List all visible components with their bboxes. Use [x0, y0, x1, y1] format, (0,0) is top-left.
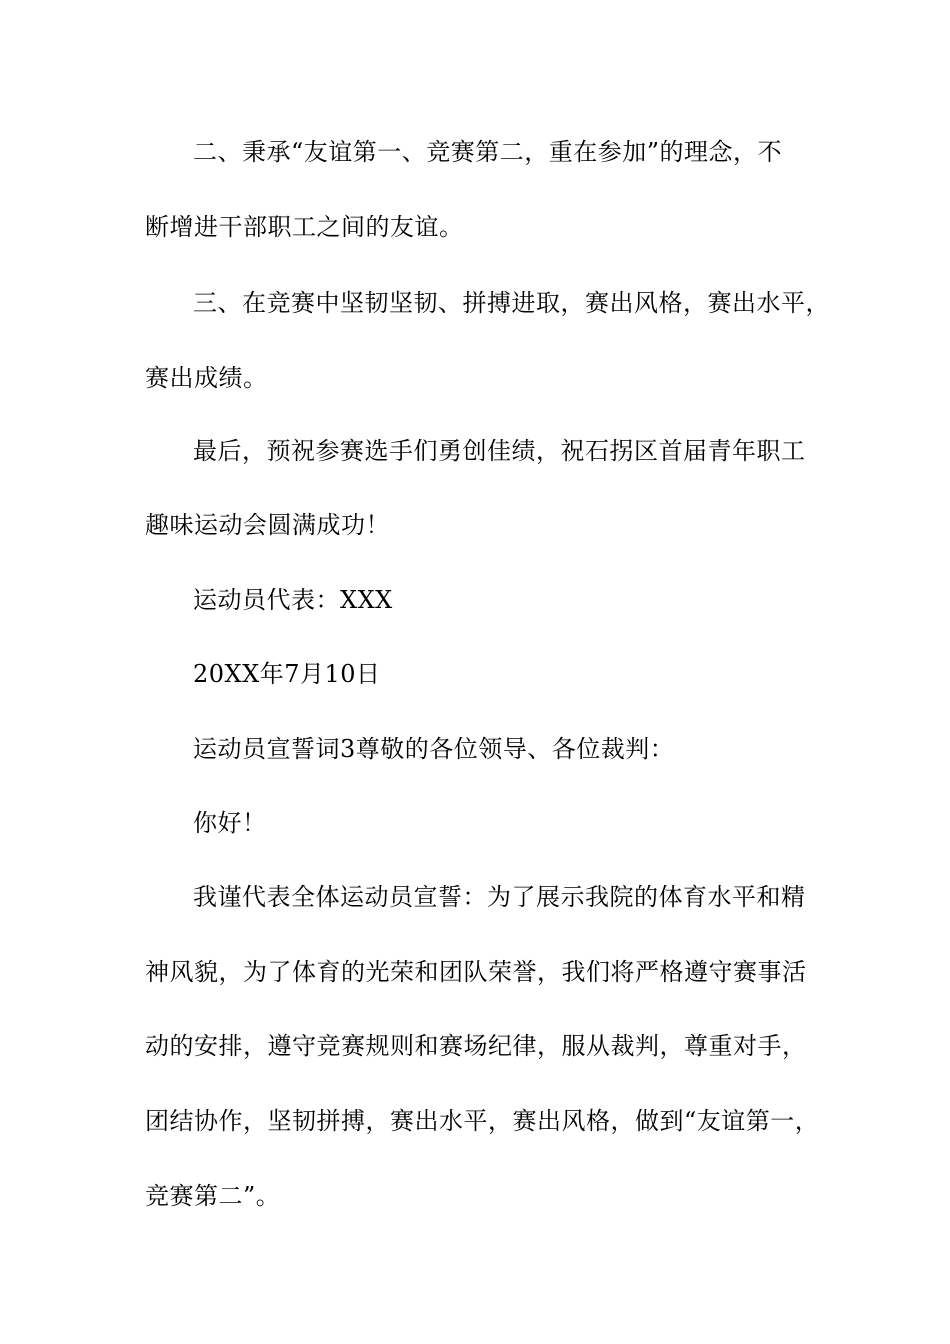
- text-line: 我谨代表全体运动员宣誓：为了展示我院的体育水平和精: [193, 883, 806, 911]
- text-line: 竞赛第二”。: [145, 1182, 281, 1210]
- text-line: 最后，预祝参赛选手们勇创佳绩，祝石拐区首届青年职工: [193, 437, 806, 465]
- text-line: 断增进干部职工之间的友谊。: [145, 213, 464, 241]
- text-line: 运动员代表：XXX: [193, 586, 393, 614]
- text-line: 神风貌，为了体育的光荣和团队荣誉，我们将严格遵守赛事活: [145, 958, 807, 986]
- text-line: 20XX年7月10日: [193, 660, 381, 688]
- text-line: 运动员宣誓词3尊敬的各位领导、各位裁判：: [193, 735, 675, 763]
- text-line: 赛出成绩。: [145, 364, 268, 392]
- text-line: 你好！: [193, 809, 267, 837]
- text-line: 团结协作，坚韧拼搏，赛出水平，赛出风格，做到“友谊第一，: [145, 1107, 820, 1135]
- text-line: 三、在竞赛中坚韧坚韧、拼搏进取，赛出风格，赛出水平，: [193, 289, 830, 317]
- text-line: 二、秉承“友谊第一、竞赛第二，重在参加”的理念，不: [193, 138, 783, 166]
- text-line: 动的安排，遵守竞赛规则和赛场纪律，服从裁判，尊重对手，: [145, 1032, 807, 1060]
- text-line: 趣味运动会圆满成功！: [145, 511, 390, 539]
